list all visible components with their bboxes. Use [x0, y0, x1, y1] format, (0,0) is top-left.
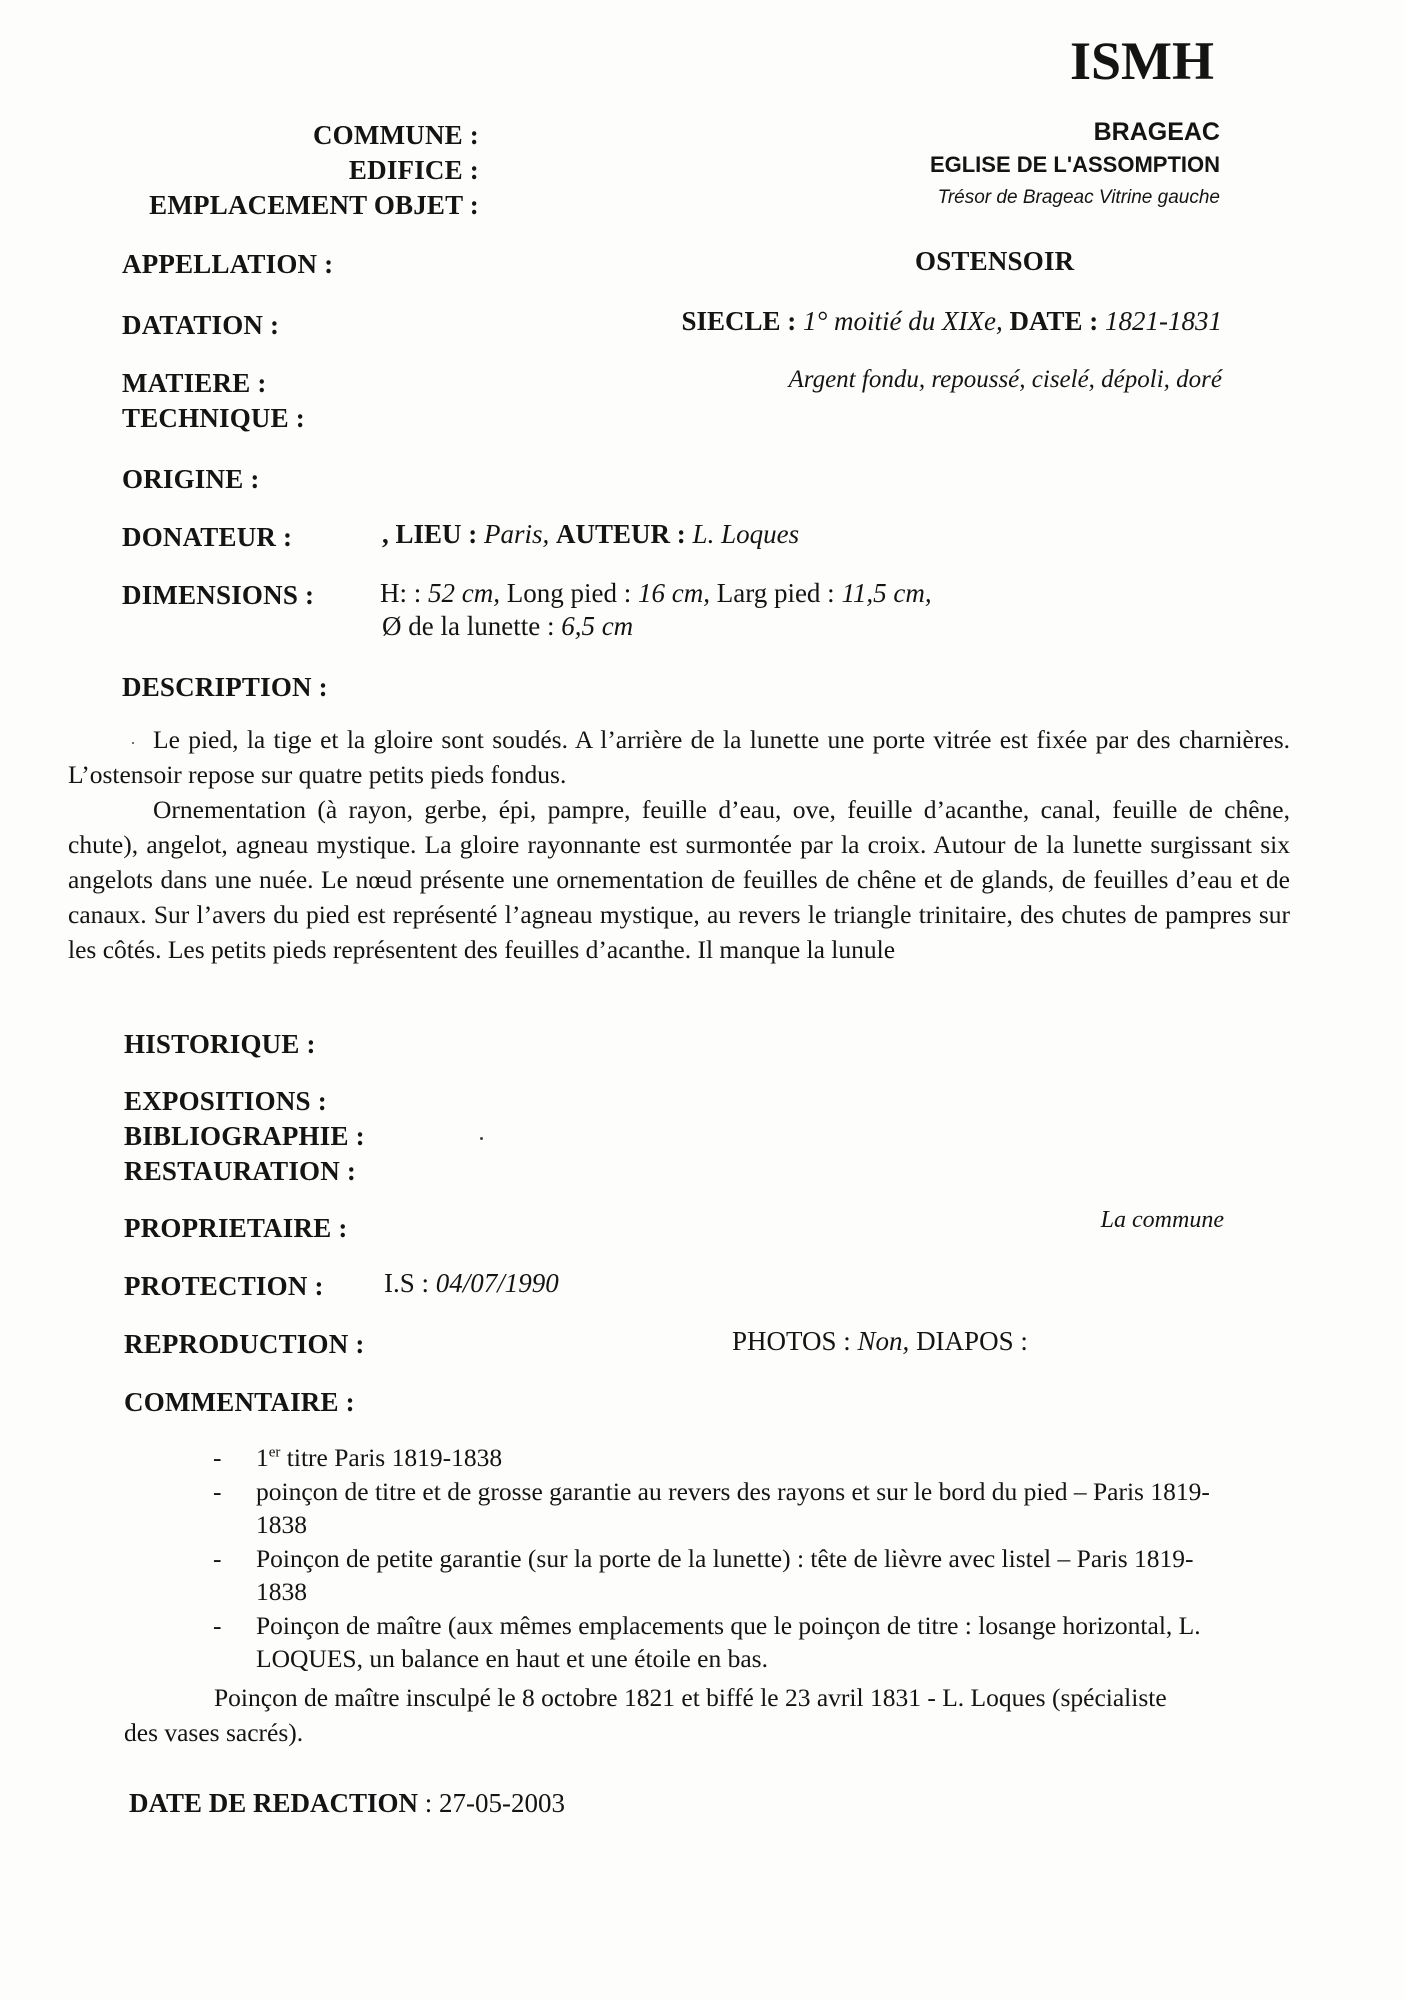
long-value: 16 cm, [637, 578, 710, 608]
emplacement-value: Trésor de Brageac Vitrine gauche [937, 187, 1220, 208]
appellation-label: APPELLATION : [122, 249, 334, 279]
date-label: DATE : [1009, 306, 1099, 336]
long-label: Long pied : [506, 578, 632, 608]
photos-value: Non, [857, 1326, 910, 1356]
bullet-dash: - [213, 1476, 222, 1506]
list-item [213, 1609, 1223, 1676]
bibliographie-label: BIBLIOGRAPHIE : [124, 1121, 365, 1151]
description-paragraph-1: Le pied, la tige et la gloire sont soudés. A l’arrière de la lunette une porte vitrée est fixée par des charnières. L’ostensoir repose sur quatre petits pieds fondus. [68, 725, 1290, 789]
reproduction-value [732, 1326, 1028, 1357]
matiere-label [122, 368, 317, 399]
bullet-dash: - [213, 1610, 222, 1640]
dimensions-label: DIMENSIONS : [122, 580, 315, 610]
description-label: DESCRIPTION : [122, 672, 328, 702]
commentaire-note [124, 1680, 1174, 1750]
protection-label: PROTECTION : [124, 1271, 324, 1301]
bullet-text: Poinçon de petite garantie (sur la porte de la lunette) : tête de lièvre avec listel – Paris 1819-1838 [256, 1543, 1194, 1606]
bullet-dash: - [213, 1543, 222, 1573]
bullet-text: titre Paris 1819-1838 [286, 1443, 503, 1472]
protection-date: 04/07/1990 [435, 1268, 559, 1298]
commentaire-list [213, 1441, 1223, 1676]
origine-label: ORIGINE : [122, 464, 260, 494]
ordinal-number: 1 [256, 1443, 269, 1472]
restauration-label: RESTAURATION : [124, 1156, 357, 1186]
commentaire-note-text: Poinçon de maître insculpé le 8 octobre 1821 et biffé le 23 avril 1831 - L. Loques (spécialiste des vases sacrés). [124, 1683, 1167, 1747]
photos-label: PHOTOS : [732, 1326, 851, 1356]
donateur-value [382, 519, 799, 550]
diameter-label: Ø de la lunette : [382, 611, 555, 641]
lieu-label: , LIEU : [382, 519, 478, 549]
scan-speck [132, 742, 134, 744]
edifice-value: EGLISE DE L'ASSOMPTION [929, 152, 1220, 177]
commune-value: BRAGEAC [1093, 118, 1220, 146]
matiere-label-text: MATIERE : [122, 368, 267, 398]
auteur-label: AUTEUR : [556, 519, 686, 549]
commentaire-label: COMMENTAIRE : [124, 1387, 355, 1417]
redaction-label: DATE DE REDACTION [129, 1788, 419, 1818]
redaction-date: : 27-05-2003 [424, 1788, 566, 1818]
height-label: H: : [380, 578, 422, 608]
list-item [213, 1542, 1223, 1609]
protection-prefix: I.S : [384, 1268, 430, 1298]
proprietaire-value: La commune [1100, 1207, 1224, 1233]
edifice-label: EDIFICE : [348, 155, 479, 185]
ordinal-suffix: er [268, 1444, 281, 1461]
description-text [68, 722, 1290, 967]
reproduction-label: REPRODUCTION : [124, 1329, 365, 1359]
list-item [213, 1441, 1223, 1475]
bullet-text: Poinçon de maître (aux mêmes emplacements que le poinçon de titre : losange horizontal, L. LOQUES, un balance en haut et une étoile en bas. [256, 1610, 1201, 1673]
description-paragraph-2: Ornementation (à rayon, gerbe, épi, pampre, feuille d’eau, ove, feuille d’acanthe, canal, feuille de chêne, chute), angelot, agneau mystique. La gloire rayonnante est surmontée par la croix. Autour de la lunette surgissant six angelots dans une nuée. Le nœud présente une ornementation de feuilles de chêne et de glands, de feuilles d’eau et de canaux. Sur l’avers du pied est représenté l’agneau mystique, au revers le triangle trinitaire, des chutes de pampres sur les côtés. Les petits pieds représentent des feuilles d’acanthe. Il manque la lunule [68, 795, 1290, 964]
matiere-value: Argent fondu, repoussé, ciselé, dépoli, doré [788, 366, 1222, 393]
commune-label: COMMUNE : [312, 120, 479, 150]
expositions-label: EXPOSITIONS : [124, 1086, 327, 1116]
auteur-value: L. Loques [692, 519, 800, 549]
larg-label: Larg pied : [716, 578, 835, 608]
bullet-text: poinçon de titre et de grosse garantie au revers des rayons et sur le bord du pied – Paris 1819-1838 [256, 1476, 1210, 1539]
appellation-value: OSTENSOIR [915, 246, 1075, 276]
larg-value: 11,5 cm, [841, 578, 932, 608]
scan-speck [480, 1137, 483, 1140]
diapos-label: DIAPOS : [916, 1326, 1028, 1356]
protection-value [384, 1268, 559, 1299]
siecle-value: 1° moitié du XIXe, [802, 306, 1003, 336]
document-code: ISMH [1070, 31, 1215, 91]
emplacement-label: EMPLACEMENT OBJET : [149, 190, 479, 220]
siecle-label: SIECLE : [681, 306, 797, 336]
list-item [213, 1475, 1223, 1542]
lieu-value: Paris, [484, 519, 550, 549]
dimensions-line-1 [380, 578, 932, 609]
bullet-dash: - [213, 1443, 222, 1472]
datation-value [681, 306, 1222, 337]
technique-label: TECHNIQUE : [122, 403, 305, 433]
date-value: 1821-1831 [1105, 306, 1222, 336]
diameter-value: 6,5 cm [561, 611, 634, 641]
historique-label: HISTORIQUE : [124, 1029, 316, 1059]
donateur-label: DONATEUR : [122, 522, 293, 552]
dimensions-line-2 [382, 611, 633, 642]
redaction-line [129, 1788, 565, 1819]
proprietaire-label: PROPRIETAIRE : [124, 1213, 348, 1243]
datation-label: DATATION : [122, 310, 280, 340]
height-value: 52 cm, [428, 578, 500, 608]
